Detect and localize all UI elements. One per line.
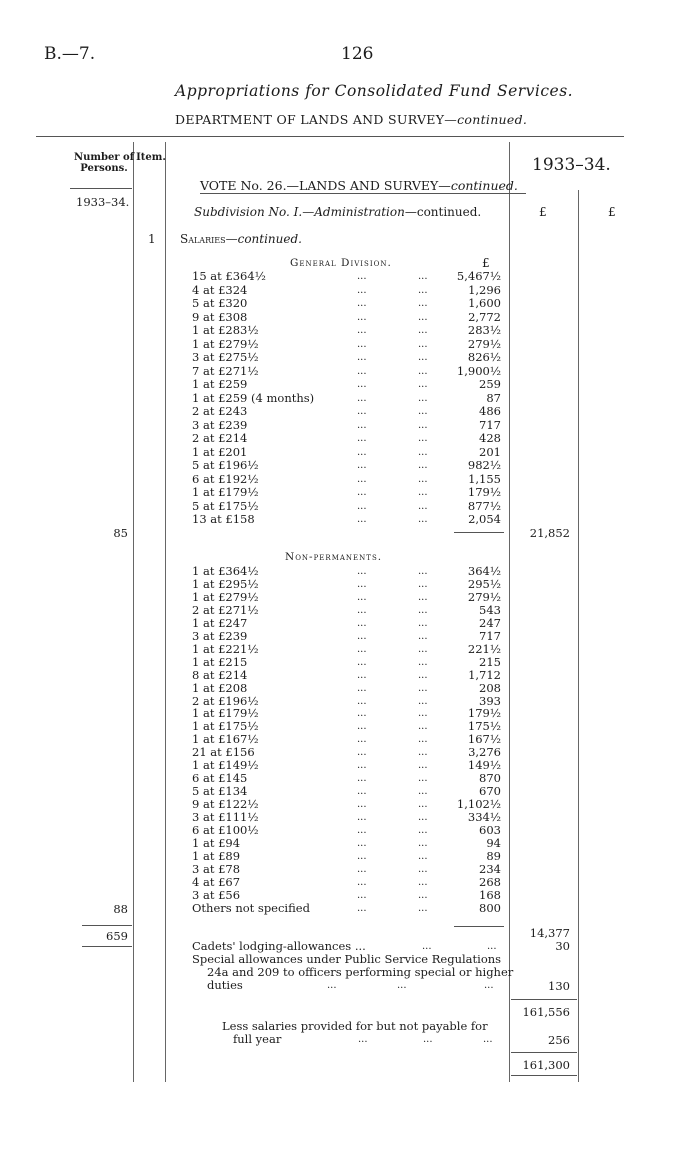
- department-suffix: —continued.: [444, 112, 528, 127]
- non-permanents-row-amount: 167½: [467, 732, 501, 747]
- non-permanents-row-amount: 393: [479, 693, 501, 708]
- dot-leader: ...: [418, 591, 428, 603]
- general-division-row-label: 3 at £275½: [192, 350, 259, 364]
- grand-total-rule-top: [511, 1052, 577, 1053]
- dot-leader: ...: [357, 473, 367, 485]
- dot-leader: ...: [418, 487, 428, 498]
- vote-title: [200, 178, 518, 193]
- subdivision-heading: [194, 205, 481, 219]
- non-permanents-row-amount: 1,102½: [456, 797, 501, 812]
- dot-leader: ...: [418, 566, 428, 577]
- general-division-row-label: 1 at £259 (4 months): [192, 390, 315, 405]
- non-permanents-row-label: 2 at £196½: [192, 693, 259, 708]
- cadets-allowance-amount: 30: [555, 939, 570, 953]
- general-division-row-label: 3 at £239: [192, 417, 248, 432]
- dot-leader: ...: [357, 747, 367, 759]
- general-division-row-amount: 5,467½: [456, 269, 501, 283]
- less-salaries-leader-3: ...: [483, 1034, 493, 1045]
- general-division-row-amount: 279½: [467, 336, 501, 351]
- dot-leader: ...: [357, 695, 367, 707]
- non-permanents-row-amount: 364½: [467, 564, 501, 578]
- special-allowances-leader-3: ...: [484, 980, 494, 991]
- dot-leader: ...: [418, 298, 428, 309]
- general-division-row: [192, 338, 509, 351]
- pound-sign-column-2: £: [608, 205, 616, 219]
- general-division-row: [192, 473, 509, 486]
- dot-leader: ...: [357, 379, 367, 390]
- dot-leader: ...: [418, 473, 428, 485]
- general-division-row: [192, 500, 509, 513]
- dot-leader: ...: [357, 876, 367, 888]
- dot-leader: ...: [357, 760, 367, 772]
- non-permanents-row-label: 8 at £214: [192, 667, 248, 682]
- persons-year-label: 1933–34.: [76, 195, 130, 209]
- dot-leader: ...: [357, 682, 367, 694]
- general-division-total: 21,852: [529, 526, 570, 540]
- non-permanents-row-amount: 94: [486, 835, 501, 850]
- dot-leader: ...: [418, 656, 428, 668]
- non-permanents-row-amount: 221½: [467, 641, 501, 656]
- general-division-row-amount: 259: [479, 377, 501, 391]
- less-salaries-amount: 256: [548, 1033, 570, 1047]
- general-division-row-amount: 826½: [467, 350, 501, 364]
- non-permanents-persons: 88: [113, 902, 128, 916]
- non-permanents-row: [192, 604, 509, 617]
- dot-leader: ...: [418, 379, 428, 390]
- dot-leader: ...: [418, 325, 428, 336]
- dot-leader: ...: [357, 902, 367, 914]
- dot-leader: ...: [418, 773, 428, 785]
- column-header-year: 1933–34.: [532, 155, 611, 175]
- dot-leader: ...: [418, 271, 428, 282]
- item-column-divider: [165, 142, 166, 1082]
- special-allowances-amount: 130: [548, 979, 570, 993]
- dot-leader: ...: [418, 617, 428, 629]
- general-division-total-rule: [454, 532, 504, 533]
- grand-total-rule-bottom: [511, 1075, 577, 1076]
- dot-leader: ...: [357, 656, 367, 668]
- dot-leader: ...: [418, 812, 428, 824]
- non-permanents-row: [192, 578, 509, 591]
- non-permanents-row-label: 3 at £239: [192, 628, 248, 643]
- dot-leader: ...: [418, 643, 428, 655]
- general-division-row: [192, 378, 509, 391]
- non-permanents-row: [192, 876, 509, 889]
- general-division-row-label: 4 at £324: [192, 282, 248, 297]
- dot-leader: ...: [357, 889, 367, 901]
- dot-leader: ...: [418, 721, 428, 733]
- general-division-row-label: 5 at £175½: [192, 498, 259, 513]
- dot-leader: ...: [357, 433, 367, 444]
- non-permanents-row-label: 1 at £175½: [192, 719, 259, 734]
- general-division-row-amount: 179½: [467, 485, 501, 499]
- non-permanents-row: [192, 850, 509, 863]
- dot-leader: ...: [418, 460, 428, 471]
- dot-leader: ...: [418, 311, 428, 323]
- general-division-row: [192, 392, 509, 405]
- dot-leader: ...: [357, 514, 367, 525]
- non-permanents-row-label: 5 at £134: [192, 784, 248, 799]
- special-allowances-duties: duties: [207, 978, 243, 992]
- non-permanents-row-amount: 870: [479, 771, 501, 786]
- dot-leader: ...: [418, 433, 428, 444]
- non-permanents-row: [192, 682, 509, 695]
- non-permanents-row-amount: 208: [479, 680, 501, 695]
- persons-grand-total: 659: [106, 929, 128, 943]
- general-division-row: [192, 513, 509, 526]
- non-permanents-total-rule: [454, 926, 504, 927]
- non-permanents-row: [192, 902, 509, 915]
- non-permanents-row-label: 1 at £295½: [192, 576, 259, 591]
- general-division-row-label: 13 at £158: [192, 512, 255, 526]
- general-division-row-amount: 428: [479, 431, 501, 445]
- general-division-row-label: 1 at £179½: [192, 485, 259, 499]
- general-division-row-amount: 877½: [467, 498, 501, 513]
- dot-leader: ...: [418, 682, 428, 694]
- general-division-row-label: 7 at £271½: [192, 363, 259, 378]
- dot-leader: ...: [357, 419, 367, 431]
- dot-leader: ...: [357, 406, 367, 417]
- dot-leader: ...: [418, 799, 428, 811]
- general-division-row-amount: 87: [486, 390, 501, 405]
- non-permanents-row-label: 2 at £271½: [192, 602, 259, 617]
- general-division-row: [192, 297, 509, 310]
- non-permanents-row-label: 1 at £208: [192, 680, 248, 695]
- general-division-row-amount: 283½: [467, 323, 501, 337]
- general-division-row: [192, 324, 509, 337]
- pound-sign-column-1: £: [539, 205, 547, 219]
- dot-leader: ...: [418, 419, 428, 431]
- dot-leader: ...: [357, 392, 367, 404]
- general-division-row-label: 9 at £308: [192, 309, 248, 324]
- general-division-row: [192, 432, 509, 445]
- non-permanents-row-amount: 268: [479, 874, 501, 889]
- dot-leader: ...: [357, 352, 367, 363]
- general-division-row: [192, 459, 509, 472]
- non-permanents-row-label: 9 at £122½: [192, 797, 259, 812]
- less-salaries-leader-2: ...: [423, 1034, 433, 1045]
- dot-leader: ...: [357, 669, 367, 681]
- non-permanents-row: [192, 617, 509, 630]
- dot-leader: ...: [418, 734, 428, 746]
- dot-leader: ...: [418, 786, 428, 798]
- column-header-persons: Number of Persons.: [73, 152, 135, 174]
- dot-leader: ...: [418, 760, 428, 772]
- non-permanents-row-label: 1 at £167½: [192, 732, 259, 747]
- general-division-row: [192, 419, 509, 432]
- vote-title-suffix: continued.: [450, 178, 518, 193]
- dot-leader: ...: [357, 773, 367, 785]
- dot-leader: ...: [418, 446, 428, 458]
- header-reference: B.—7.: [44, 44, 96, 64]
- column-header-item: Item.: [136, 152, 166, 163]
- special-allowances-line-1: Special allowances under Public Service Regulations: [192, 952, 502, 966]
- dot-leader: ...: [418, 889, 428, 901]
- non-permanents-row-amount: 149½: [467, 758, 501, 773]
- general-division-row: [192, 365, 509, 378]
- cadets-allowance-leader-2: ...: [487, 941, 497, 952]
- dot-leader: ...: [357, 460, 367, 471]
- general-division-persons: 85: [113, 526, 128, 540]
- dot-leader: ...: [418, 850, 428, 862]
- non-permanents-row-amount: 800: [479, 900, 501, 915]
- non-permanents-row-amount: 89: [486, 848, 501, 863]
- persons-header-rule: [70, 188, 132, 189]
- non-permanents-row-amount: 334½: [467, 810, 501, 825]
- subdivision-name: Subdivision No. I.—Administration: [194, 205, 405, 219]
- non-permanents-row-amount: 234: [479, 861, 501, 876]
- cadets-allowance-leader: ...: [422, 941, 432, 952]
- general-division-row: [192, 351, 509, 364]
- non-permanents-row-label: 1 at £247: [192, 615, 248, 630]
- dot-leader: ...: [357, 812, 367, 824]
- department-heading: [175, 112, 527, 127]
- non-permanents-row-label: 3 at £78: [192, 861, 241, 876]
- dot-leader: ...: [418, 604, 428, 616]
- non-permanents-heading: Non-permanents.: [285, 551, 383, 563]
- general-division-row-label: 5 at £196½: [192, 458, 259, 472]
- less-salaries-line-2: [233, 1033, 508, 1046]
- less-salaries-full-year: full year: [233, 1032, 282, 1046]
- non-permanents-row: [192, 669, 509, 682]
- dot-leader: ...: [357, 825, 367, 836]
- non-permanents-row-amount: 175½: [467, 719, 501, 734]
- non-permanents-row-amount: 215: [479, 654, 501, 669]
- non-permanents-row: [192, 630, 509, 643]
- salaries-heading: [180, 232, 302, 246]
- non-permanents-row-amount: 168: [479, 887, 501, 902]
- dot-leader: ...: [357, 850, 367, 862]
- dot-leader: ...: [357, 734, 367, 746]
- non-permanents-row: [192, 656, 509, 669]
- item-number: 1: [148, 232, 156, 246]
- dot-leader: ...: [357, 566, 367, 577]
- general-division-row-amount: 717: [479, 417, 501, 432]
- dot-leader: ...: [357, 446, 367, 458]
- page-title: Appropriations for Consolidated Fund Services.: [175, 82, 574, 100]
- vote-title-rule: [200, 193, 526, 194]
- persons-column-divider: [133, 142, 134, 1082]
- dot-leader: ...: [357, 311, 367, 323]
- non-permanents-row-amount: 670: [479, 784, 501, 799]
- non-permanents-total: 14,377: [529, 926, 570, 940]
- non-permanents-row-amount: 3,276: [468, 745, 501, 760]
- general-division-row-label: 5 at £320: [192, 296, 248, 310]
- dot-leader: ...: [418, 578, 428, 590]
- dot-leader: ...: [418, 825, 428, 836]
- general-division-row-amount: 2,772: [468, 309, 501, 324]
- general-division-row-label: 6 at £192½: [192, 471, 259, 486]
- non-permanents-row-amount: 295½: [467, 576, 501, 591]
- dot-leader: ...: [357, 617, 367, 629]
- dot-leader: ...: [418, 630, 428, 642]
- dot-leader: ...: [418, 500, 428, 512]
- non-permanents-row-label: Others not specified: [192, 900, 310, 915]
- non-permanents-row-amount: 543: [479, 602, 501, 617]
- dot-leader: ...: [357, 591, 367, 603]
- general-division-row-label: 1 at £259: [192, 377, 248, 391]
- non-permanents-row: [192, 837, 509, 850]
- dot-leader: ...: [357, 837, 367, 849]
- subdivision-suffix: —continued.: [404, 205, 482, 219]
- dot-leader: ...: [418, 514, 428, 525]
- non-permanents-row-label: 1 at £94: [192, 835, 241, 850]
- non-permanents-row-label: 3 at £56: [192, 887, 241, 902]
- vote-title-text: VOTE No. 26.—LANDS AND SURVEY—: [200, 178, 451, 193]
- dot-leader: ...: [418, 392, 428, 404]
- dot-leader: ...: [357, 604, 367, 616]
- dot-leader: ...: [357, 630, 367, 642]
- general-division-row-amount: 486: [479, 404, 501, 418]
- grand-total-amount: 161,300: [522, 1058, 570, 1072]
- dot-leader: ...: [418, 284, 428, 296]
- general-division-row-amount: 201: [479, 444, 501, 459]
- non-permanents-row-label: 1 at £221½: [192, 641, 259, 656]
- dot-leader: ...: [357, 338, 367, 350]
- non-permanents-row-label: 1 at £364½: [192, 564, 259, 578]
- non-permanents-row-amount: 247: [479, 615, 501, 630]
- general-division-row: [192, 270, 509, 283]
- general-division-row: [192, 446, 509, 459]
- general-division-row-amount: 1,296: [468, 282, 501, 297]
- less-salaries-line-1: Less salaries provided for but not payable for: [222, 1019, 488, 1033]
- dot-leader: ...: [418, 406, 428, 417]
- salaries-label: Salaries: [180, 232, 226, 246]
- non-permanents-row-label: 1 at £89: [192, 848, 241, 863]
- amount-column-divider-2: [578, 190, 579, 1082]
- dot-leader: ...: [418, 669, 428, 681]
- non-permanents-row: [192, 889, 509, 902]
- dot-leader: ...: [418, 708, 428, 720]
- general-division-row-label: 1 at £279½: [192, 336, 259, 351]
- dot-leader: ...: [418, 902, 428, 914]
- non-permanents-row-amount: 603: [479, 823, 501, 837]
- persons-total-rule-bottom: [82, 946, 132, 947]
- subtotal-rule: [511, 999, 577, 1000]
- dot-leader: ...: [357, 578, 367, 590]
- general-division-row-amount: 2,054: [468, 512, 501, 526]
- dot-leader: ...: [418, 747, 428, 759]
- dot-leader: ...: [418, 837, 428, 849]
- general-division-row-label: 1 at £201: [192, 444, 248, 459]
- department-name: DEPARTMENT OF LANDS AND SURVEY: [175, 112, 445, 127]
- non-permanents-row: [192, 643, 509, 656]
- special-allowances-leader-2: ...: [397, 980, 407, 991]
- less-salaries-leader: ...: [358, 1034, 368, 1045]
- dot-leader: ...: [357, 643, 367, 655]
- dot-leader: ...: [418, 695, 428, 707]
- general-division-row: [192, 284, 509, 297]
- dot-leader: ...: [418, 863, 428, 875]
- dot-leader: ...: [357, 799, 367, 811]
- dot-leader: ...: [357, 863, 367, 875]
- dot-leader: ...: [357, 298, 367, 309]
- general-division-row-label: 2 at £214: [192, 431, 248, 445]
- dot-leader: ...: [357, 365, 367, 377]
- non-permanents-row-amount: 279½: [467, 589, 501, 604]
- dot-leader: ...: [357, 708, 367, 720]
- persons-total-rule-top: [82, 925, 132, 926]
- general-division-heading: General Division.: [290, 257, 392, 269]
- non-permanents-row-label: 1 at £279½: [192, 589, 259, 604]
- general-division-row-amount: 1,900½: [456, 363, 501, 378]
- non-permanents-row: [192, 591, 509, 604]
- special-allowances-line-2: 24a and 209 to officers performing special or higher: [207, 965, 514, 979]
- non-permanents-row-label: 1 at £149½: [192, 758, 259, 773]
- non-permanents-row-amount: 179½: [467, 706, 501, 721]
- non-permanents-row-amount: 717: [479, 628, 501, 643]
- cadets-allowance-label: Cadets' lodging-allowances ...: [192, 939, 366, 953]
- dot-leader: ...: [418, 338, 428, 350]
- salaries-suffix: —continued.: [225, 232, 302, 246]
- dot-leader: ...: [357, 721, 367, 733]
- general-division-row-amount: 982½: [467, 458, 501, 472]
- general-division-row: [192, 486, 509, 499]
- special-allowances-line-3: [207, 979, 507, 992]
- dot-leader: ...: [357, 500, 367, 512]
- general-division-row-amount: 1,155: [468, 471, 501, 486]
- dot-leader: ...: [357, 487, 367, 498]
- non-permanents-row-label: 6 at £145: [192, 771, 248, 786]
- general-division-row-amount: 1,600: [468, 296, 501, 310]
- non-permanents-row: [192, 863, 509, 876]
- general-division-row: [192, 405, 509, 418]
- table-top-rule: [36, 136, 624, 137]
- special-allowances-leader: ...: [327, 980, 337, 991]
- dot-leader: ...: [357, 284, 367, 296]
- subtotal-amount: 161,556: [522, 1005, 570, 1019]
- general-division-row-label: 15 at £364½: [192, 269, 266, 283]
- dot-leader: ...: [357, 271, 367, 282]
- dot-leader: ...: [418, 352, 428, 363]
- dot-leader: ...: [357, 325, 367, 336]
- dot-leader: ...: [418, 365, 428, 377]
- non-permanents-row-amount: 1,712: [468, 667, 501, 682]
- dot-leader: ...: [357, 786, 367, 798]
- non-permanents-row-label: 1 at £179½: [192, 706, 259, 721]
- non-permanents-row-label: 6 at £100½: [192, 823, 259, 837]
- non-permanents-row-label: 21 at £156: [192, 745, 255, 760]
- general-division-row: [192, 311, 509, 324]
- general-division-row-label: 1 at £283½: [192, 323, 259, 337]
- non-permanents-row-label: 3 at £111½: [192, 810, 259, 825]
- non-permanents-row-label: 1 at £215: [192, 654, 248, 669]
- general-division-pound-sign: £: [482, 256, 490, 270]
- dot-leader: ...: [418, 876, 428, 888]
- page-number: 126: [341, 44, 374, 64]
- general-division-row-label: 2 at £243: [192, 404, 248, 418]
- non-permanents-row-label: 4 at £67: [192, 874, 241, 889]
